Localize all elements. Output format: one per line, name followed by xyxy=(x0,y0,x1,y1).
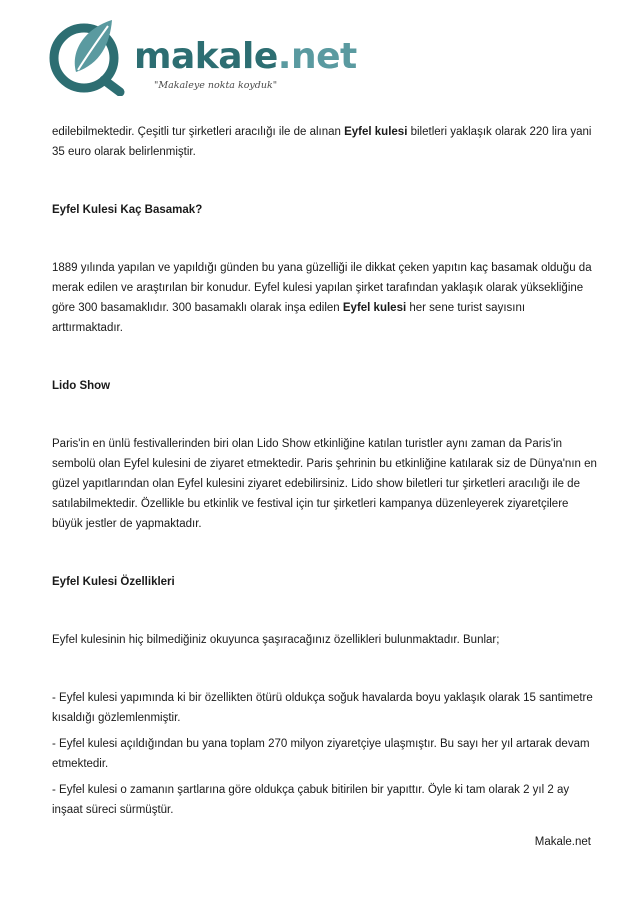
logo-brand-main: makale xyxy=(134,36,278,77)
paragraph-text: her sene turist sayısını arttırmaktadır. xyxy=(52,302,526,334)
logo-wordmark xyxy=(134,36,357,77)
site-logo[interactable] xyxy=(46,14,357,96)
paragraph-lido: Paris'in en ünlü festivallerinden biri olan Lido Show etkinliğine katılan turistler aynı zaman da Paris'in sembolü olan Eyfel kulesini de ziyaret etmektedir. Paris şehrinin bu etkinliğine katılarak siz de Dünya'nın en güzel yapıtlarından olan Eyfel kulesini ziyaret edebilirsiniz. Lido show biletleri tur şirketleri aracılığı ile de satılabilmektedir. Özellikle bu etkinlik ve festival için tur şirketleri kampanya düzenleyerek ziyaretçilere büyük jestler de yapmaktadır. xyxy=(52,438,597,530)
section-heading-steps: Eyfel Kulesi Kaç Basamak? xyxy=(52,204,203,216)
logo-tagline: "Makaleye nokta koyduk" xyxy=(154,80,278,91)
article-body xyxy=(52,122,597,820)
logo-brand-tld: .net xyxy=(277,36,357,77)
list-item: - Eyfel kulesi açıldığından bu yana toplam 270 milyon ziyaretçiye ulaşmıştır. Bu sayı her yıl artarak devam etmektedir. xyxy=(52,738,590,770)
paragraph-text: biletleri yaklaşık olarak 220 lira yani 35 euro olarak belirlenmiştir. xyxy=(52,126,592,158)
leaf-icon xyxy=(46,14,130,96)
page-footer: Makale.net xyxy=(534,836,591,848)
section-heading-features: Eyfel Kulesi Özellikleri xyxy=(52,576,175,588)
paragraph-text: edilebilmektedir. Çeşitli tur şirketleri aracılığı ile de alınan xyxy=(52,126,345,138)
paragraph-text: 1889 yılında yapılan ve yapıldığı günden bu yana güzelliği ile dikkat çeken yapıtın kaç basamak olduğu da merak edilen ve araştırılan bir konudur. Eyfel kulesi yapılan şirket tarafından yaklaşık olarak yüksekliğine göre 300 basamaklıdır. 300 basamaklı olarak inşa edilen xyxy=(52,262,592,314)
paragraph-tickets xyxy=(52,122,597,162)
list-item: - Eyfel kulesi o zamanın şartlarına göre oldukça çabuk bitirilen bir yapıttır. Öyle ki tam olarak 2 yıl 2 ay inşaat süreci sürmüştür. xyxy=(52,784,570,816)
paragraph-steps xyxy=(52,258,597,338)
list-item: - Eyfel kulesi yapımında ki bir özellikten ötürü oldukça soğuk havalarda boyu yaklaşık olarak 15 santimetre kısaldığı gözlemlenmiştir. xyxy=(52,692,593,724)
paragraph-features-intro: Eyfel kulesinin hiç bilmediğiniz okuyunca şaşıracağınız özellikleri bulunmaktadır. Bunlar; xyxy=(52,634,500,646)
bold-keyword: Eyfel kulesi xyxy=(342,302,407,314)
bold-keyword: Eyfel kulesi xyxy=(344,126,408,138)
section-heading-lido: Lido Show xyxy=(52,380,111,392)
